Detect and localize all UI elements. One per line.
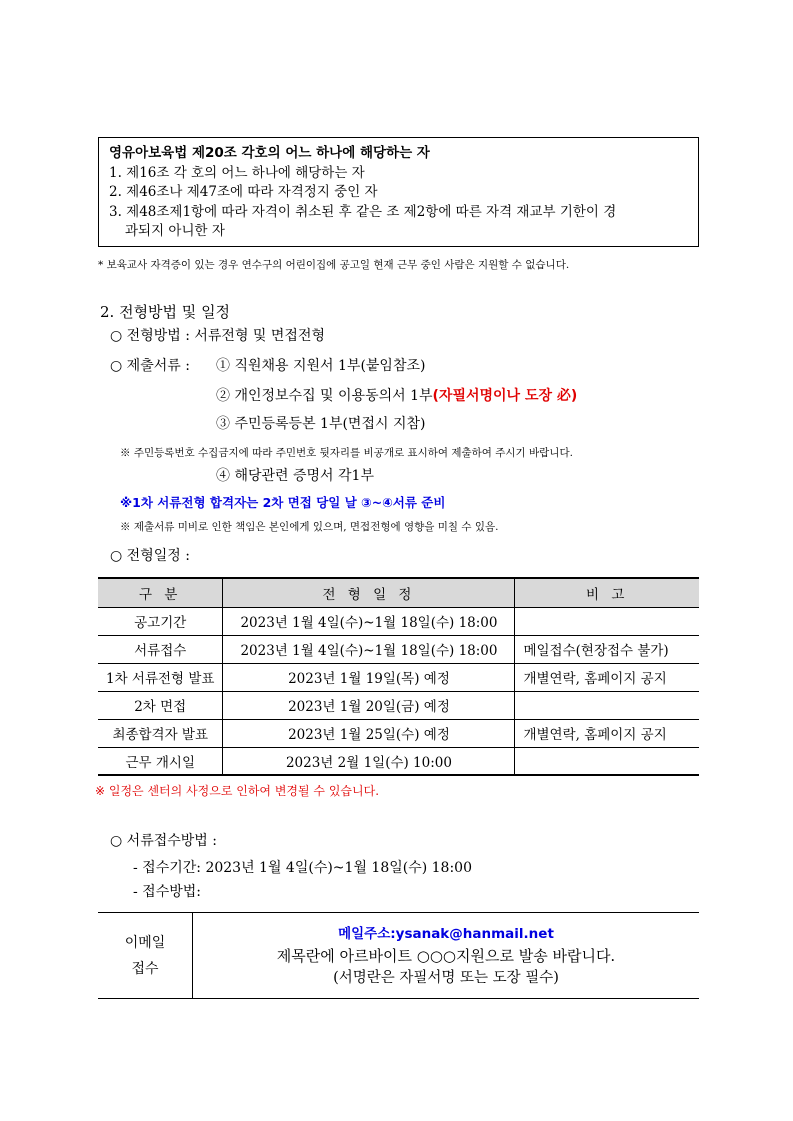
disqualification-box [98,137,699,247]
signature-required-text: (자필서명이나 도장 必) [432,388,578,404]
column-header: 구 분 [98,578,223,607]
table-cell: 2023년 1월 4일(수)~1월 18일(수) 18:00 [223,635,515,663]
email-label-line: 이메일 [124,934,166,951]
table-row [98,691,699,719]
table-row [98,719,699,747]
document-item-text: ② 개인정보수집 및 이용동의서 1부 [216,388,433,404]
rrn-note: ※ 주민등록번호 수집금지에 따라 주민번호 뒷자리를 비공개로 표시하여 제출하여 주시기 바랍니다. [120,447,573,459]
teacher-note: * 보육교사 자격증이 있는 경우 연수구의 어린이집에 공고일 현재 근무 중인 사람은 지원할 수 없습니다. [98,259,570,271]
table-row [98,635,699,663]
table-row [98,607,699,635]
table-cell: 2023년 2월 1일(수) 10:00 [223,747,515,775]
document-item: ③ 주민등록등본 1부(면접시 지참) [216,416,426,432]
schedule-label: ○ 전형일정 : [110,548,190,564]
table-cell [515,607,699,635]
table-row [98,747,699,775]
table-cell: 공고기간 [98,607,223,635]
table-cell: 개별연락, 홈페이지 공지 [515,719,699,747]
table-cell [515,691,699,719]
column-header: 비 고 [515,578,699,607]
interview-docs-note: ※1차 서류전형 합격자는 2차 면접 당일 날 ③~④서류 준비 [120,495,446,510]
documents-label: ○ 제출서류 : [110,358,190,374]
signature-instruction: (서명란은 자필서명 또는 도장 필수) [333,969,559,986]
email-submission-table [98,912,699,999]
table-cell: 근무 개시일 [98,747,223,775]
documents-note: ※ 제출서류 미비로 인한 책임은 본인에게 있으며, 면접전형에 영향을 미칠 수 있음. [120,521,499,533]
schedule-change-note: ※ 일정은 센터의 사정으로 인하여 변경될 수 있습니다. [95,784,380,798]
section-heading: 2. 전형방법 및 일정 [100,303,231,321]
email-address[interactable]: 메일주소:ysanak@hanmail.net [338,925,554,942]
table-row [98,663,699,691]
disqualification-item: 과되지 아니한 자 [125,223,225,239]
submission-period: - 접수기간: 2023년 1월 4일(수)~1월 18일(수) 18:00 [133,860,473,876]
schedule-table [98,577,699,776]
disqualification-item: 3. 제48조제1항에 따라 자격이 취소된 후 같은 조 제2항에 따른 자격 재교부 기한이 경 [109,203,617,220]
table-cell: 2023년 1월 19일(목) 예정 [223,663,515,691]
table-cell: 2차 면접 [98,691,223,719]
disqualification-item: 1. 제16조 각 호의 어느 하나에 해당하는 자 [109,164,365,181]
email-label-line: 접수 [131,960,159,977]
submission-method: - 접수방법: [133,884,201,900]
disqualification-title: 영유아보육법 제20조 각호의 어느 하나에 해당하는 자 [109,145,430,161]
table-header-row [98,578,699,607]
selection-method: ○ 전형방법 : 서류전형 및 면접전형 [110,328,325,344]
column-header: 전 형 일 정 [223,578,515,607]
document-item: ④ 해당관련 증명서 각1부 [216,468,374,484]
email-submission-details [193,913,699,998]
table-cell: 최종합격자 발표 [98,719,223,747]
table-cell [515,747,699,775]
document-item [216,385,577,405]
email-subject-instruction: 제목란에 아르바이트 ○○○지원으로 발송 바랍니다. [276,946,616,965]
table-cell: 2023년 1월 25일(수) 예정 [223,719,515,747]
table-cell: 2023년 1월 4일(수)~1월 18일(수) 18:00 [223,607,515,635]
table-cell: 메일접수(현장접수 불가) [515,635,699,663]
email-submission-label [98,913,193,998]
disqualification-item: 2. 제46조나 제47조에 따라 자격정지 중인 자 [109,184,378,200]
document-item: ① 직원채용 지원서 1부(붙임참조) [216,358,426,374]
table-cell: 개별연락, 홈페이지 공지 [515,663,699,691]
table-cell: 2023년 1월 20일(금) 예정 [223,691,515,719]
table-cell: 서류접수 [98,635,223,663]
submission-heading: ○ 서류접수방법 : [110,833,217,849]
table-cell: 1차 서류전형 발표 [98,663,223,691]
